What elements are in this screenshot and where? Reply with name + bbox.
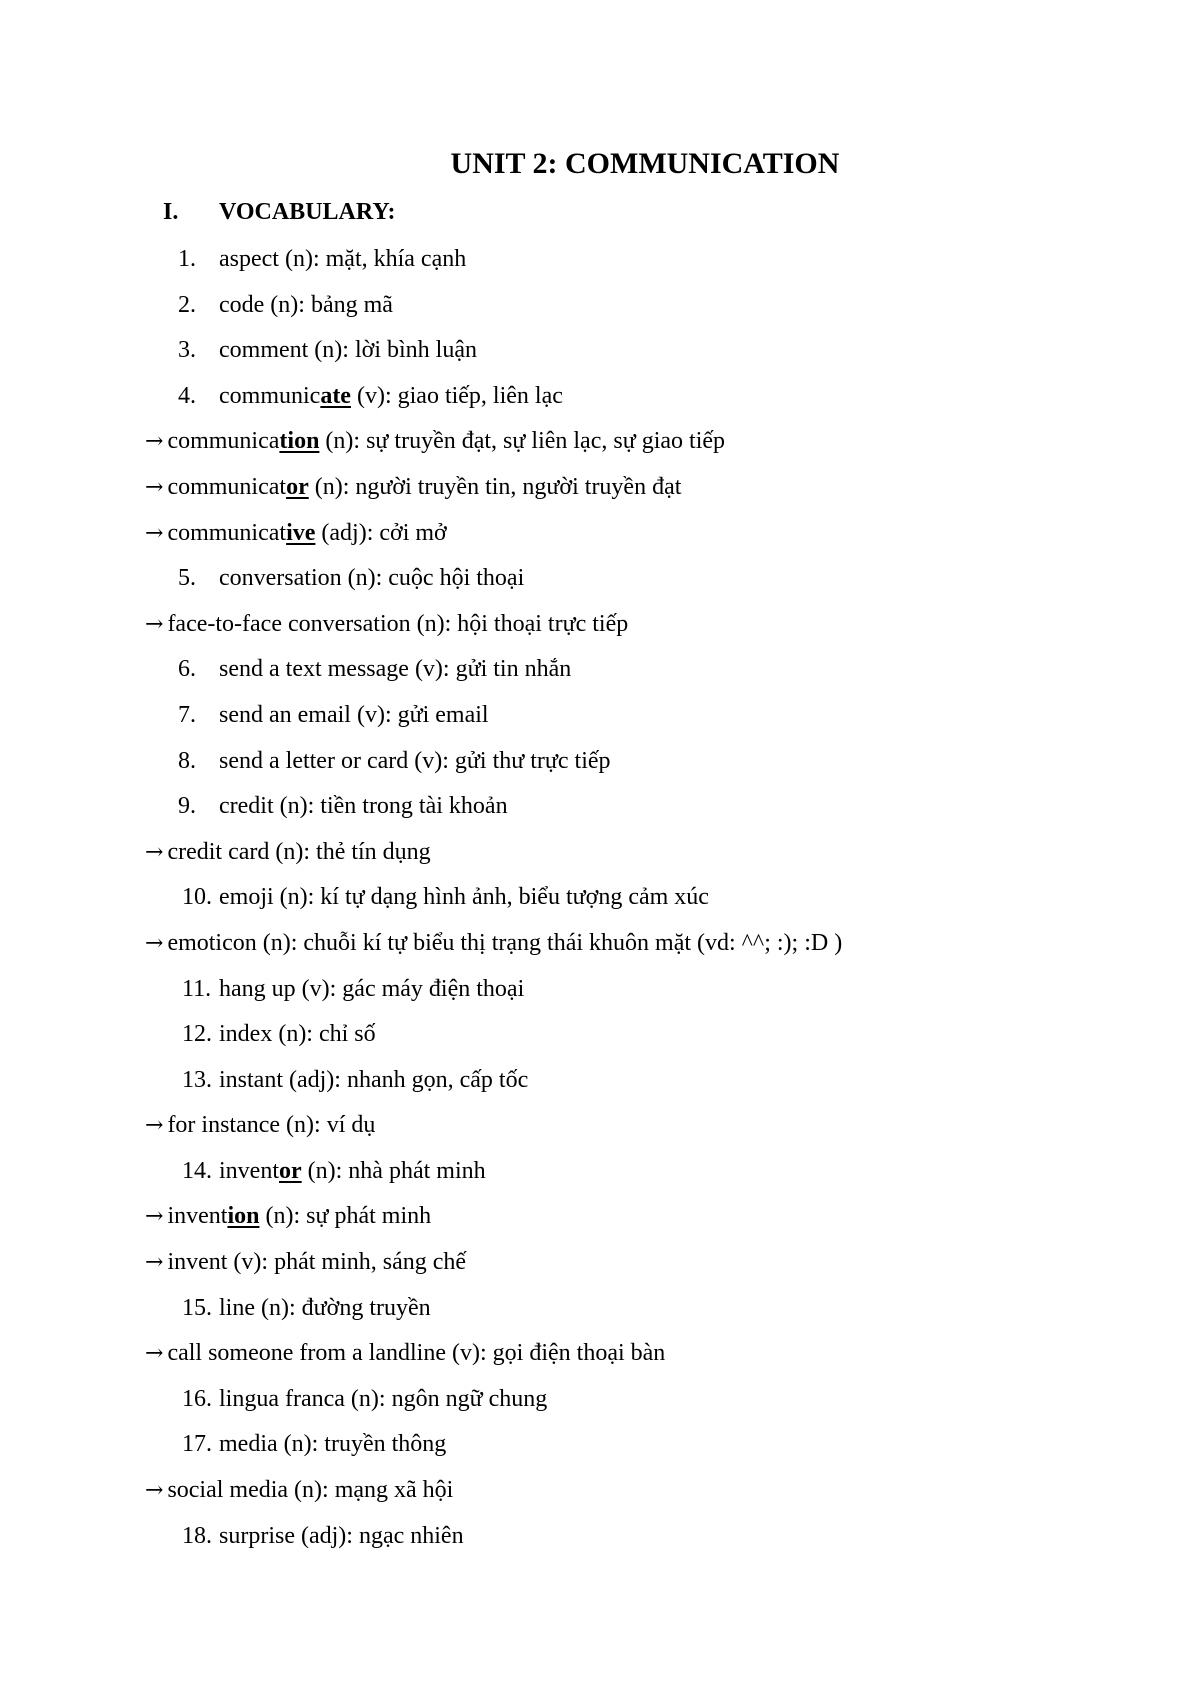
entry-text-start: emoticon (n): chuỗi kí tự biểu thị trạng thái khuôn mặt (vd: ^^; :); :D ) (167, 929, 843, 956)
entry-number: 10. (182, 884, 212, 911)
arrow-icon: → (145, 520, 164, 546)
entry-text-start: credit card (n): thẻ tín dụng (167, 838, 431, 865)
entry-text (219, 244, 466, 274)
entry-number: 11. (182, 975, 212, 1002)
entry-text-start: communicat (167, 473, 287, 500)
entry-text-start: invent (v): phát minh, sáng chế (167, 1249, 467, 1276)
entry-text-start: communic (219, 382, 321, 409)
arrow-icon: → (145, 839, 164, 865)
emphasized-suffix: tion (279, 428, 320, 455)
emphasized-suffix: or (279, 1157, 302, 1184)
entry-number: 17. (182, 1431, 212, 1458)
derived-word-entry (0, 472, 1200, 518)
section-title: VOCABULARY: (219, 199, 396, 225)
entry-text (219, 1429, 446, 1459)
vocabulary-entry (0, 563, 1200, 609)
entry-text (145, 1475, 453, 1506)
entry-text (145, 426, 725, 457)
vocabulary-entry (0, 1065, 1200, 1111)
derived-word-entry (0, 1110, 1200, 1156)
emphasized-suffix: or (286, 473, 309, 500)
entry-text-start: media (n): truyền thông (219, 1431, 447, 1458)
entry-number: 3. (178, 337, 196, 364)
section-number: I. (163, 199, 179, 225)
derived-word-entry (0, 1475, 1200, 1521)
derived-word-entry (0, 928, 1200, 974)
entry-text-start: call someone from a landline (v): gọi điện thoại bàn (167, 1340, 666, 1367)
entry-text-start: comment (n): lời bình luận (219, 337, 477, 364)
entry-text-end: (n): nhà phát minh (301, 1157, 486, 1184)
entry-number: 1. (178, 246, 196, 272)
section-heading (163, 197, 395, 227)
entry-text-start: aspect (n): mặt, khía cạnh (219, 246, 467, 272)
arrow-icon: → (145, 1204, 164, 1230)
entry-text (219, 791, 508, 821)
derived-word-entry (0, 837, 1200, 883)
entry-text (219, 882, 709, 912)
vocabulary-entry (0, 1521, 1200, 1567)
entry-number: 14. (182, 1157, 212, 1184)
entry-number: 7. (178, 701, 196, 728)
entry-number: 12. (182, 1021, 212, 1048)
entry-text (145, 1338, 665, 1369)
entry-number: 8. (178, 747, 196, 774)
entry-text-end: (adj): cởi mở (315, 519, 447, 546)
emphasized-suffix: ate (320, 382, 351, 409)
entry-text-start: send a letter or card (v): gửi thư trực tiếp (219, 747, 611, 774)
entry-text (219, 1384, 547, 1414)
vocabulary-entry (0, 1429, 1200, 1475)
derived-word-entry (0, 1338, 1200, 1384)
vocabulary-entry (0, 791, 1200, 837)
entry-text (145, 518, 447, 549)
entry-text-start: social media (n): mạng xã hội (167, 1477, 454, 1504)
vocabulary-entry (0, 746, 1200, 792)
entry-text-start: send a text message (v): gửi tin nhắn (219, 656, 572, 683)
entry-text-end: (v): giao tiếp, liên lạc (350, 382, 563, 409)
entry-text-end: (n): người truyền tin, người truyền đạt (308, 473, 682, 500)
vocabulary-entry (0, 654, 1200, 700)
entry-text (219, 974, 524, 1004)
arrow-icon: → (145, 611, 164, 637)
entry-number: 5. (178, 565, 196, 592)
vocabulary-entry (0, 974, 1200, 1020)
vocabulary-entry (0, 335, 1200, 381)
arrow-icon: → (145, 1478, 164, 1504)
entry-number: 16. (182, 1385, 212, 1412)
derived-word-entry (0, 609, 1200, 655)
entry-text-start: emoji (n): kí tự dạng hình ảnh, biểu tượng cảm xúc (219, 884, 709, 911)
arrow-icon: → (145, 1250, 164, 1276)
arrow-icon: → (145, 474, 164, 500)
entry-text (219, 563, 524, 593)
entry-text-start: index (n): chỉ số (219, 1021, 376, 1048)
entry-text-start: for instance (n): ví dụ (167, 1112, 376, 1139)
entry-text-start: communicat (167, 519, 287, 546)
vocabulary-entry (0, 381, 1200, 427)
entry-text (145, 837, 431, 868)
entry-text (145, 928, 842, 959)
entry-text-end: (n): sự phát minh (259, 1203, 432, 1230)
entry-text (219, 1521, 464, 1551)
entry-text (219, 335, 477, 365)
entry-text-start: credit (n): tiền trong tài khoản (219, 793, 508, 820)
vocabulary-list (0, 244, 1200, 1566)
entry-text (145, 609, 628, 640)
entry-number: 6. (178, 656, 196, 683)
vocabulary-entry (0, 882, 1200, 928)
entry-text-start: face-to-face conversation (n): hội thoại trực tiếp (167, 610, 629, 637)
entry-text-start: communica (167, 428, 280, 455)
derived-word-entry (0, 426, 1200, 472)
entry-number: 4. (178, 382, 196, 409)
vocabulary-entry (0, 1156, 1200, 1202)
entry-text (219, 1019, 376, 1049)
arrow-icon: → (145, 1113, 164, 1139)
entry-text (145, 1110, 375, 1141)
entry-text-start: invent (219, 1157, 279, 1184)
entry-text (219, 700, 489, 730)
entry-text-start: hang up (v): gác máy điện thoại (219, 975, 525, 1002)
derived-word-entry (0, 1201, 1200, 1247)
entry-text (219, 1065, 528, 1095)
entry-text-start: code (n): bảng mã (219, 291, 393, 318)
vocabulary-entry (0, 290, 1200, 336)
vocabulary-entry (0, 1293, 1200, 1339)
entry-text-start: lingua franca (n): ngôn ngữ chung (219, 1385, 548, 1412)
entry-number: 13. (182, 1066, 212, 1093)
emphasized-suffix: ion (227, 1203, 260, 1230)
entry-text-start: conversation (n): cuộc hội thoại (219, 565, 525, 592)
entry-text-start: instant (adj): nhanh gọn, cấp tốc (219, 1066, 529, 1093)
entry-text (219, 290, 393, 320)
entry-text (219, 746, 611, 776)
vocabulary-entry (0, 1384, 1200, 1430)
entry-text-start: surprise (adj): ngạc nhiên (219, 1522, 464, 1549)
entry-text-start: invent (167, 1203, 228, 1230)
arrow-icon: → (145, 930, 164, 956)
derived-word-entry (0, 1247, 1200, 1293)
entry-text (145, 472, 681, 503)
entry-number: 15. (182, 1294, 212, 1321)
entry-text (219, 654, 571, 684)
entry-text-start: line (n): đường truyền (219, 1294, 431, 1321)
vocabulary-entry (0, 700, 1200, 746)
entry-text (219, 381, 563, 411)
derived-word-entry (0, 518, 1200, 564)
entry-text (145, 1247, 466, 1278)
emphasized-suffix: ive (286, 519, 316, 546)
arrow-icon: → (145, 1341, 164, 1367)
vocabulary-entry (0, 244, 1200, 290)
entry-text (219, 1293, 431, 1323)
entry-number: 18. (182, 1522, 212, 1549)
arrow-icon: → (145, 429, 164, 455)
entry-number: 9. (178, 793, 196, 820)
vocabulary-entry (0, 1019, 1200, 1065)
page-title: UNIT 2: COMMUNICATION (450, 147, 840, 180)
entry-text-start: send an email (v): gửi email (219, 701, 489, 728)
entry-text (219, 1156, 486, 1186)
entry-text (145, 1201, 431, 1232)
entry-text-end: (n): sự truyền đạt, sự liên lạc, sự giao tiếp (319, 428, 726, 455)
entry-number: 2. (178, 291, 196, 318)
